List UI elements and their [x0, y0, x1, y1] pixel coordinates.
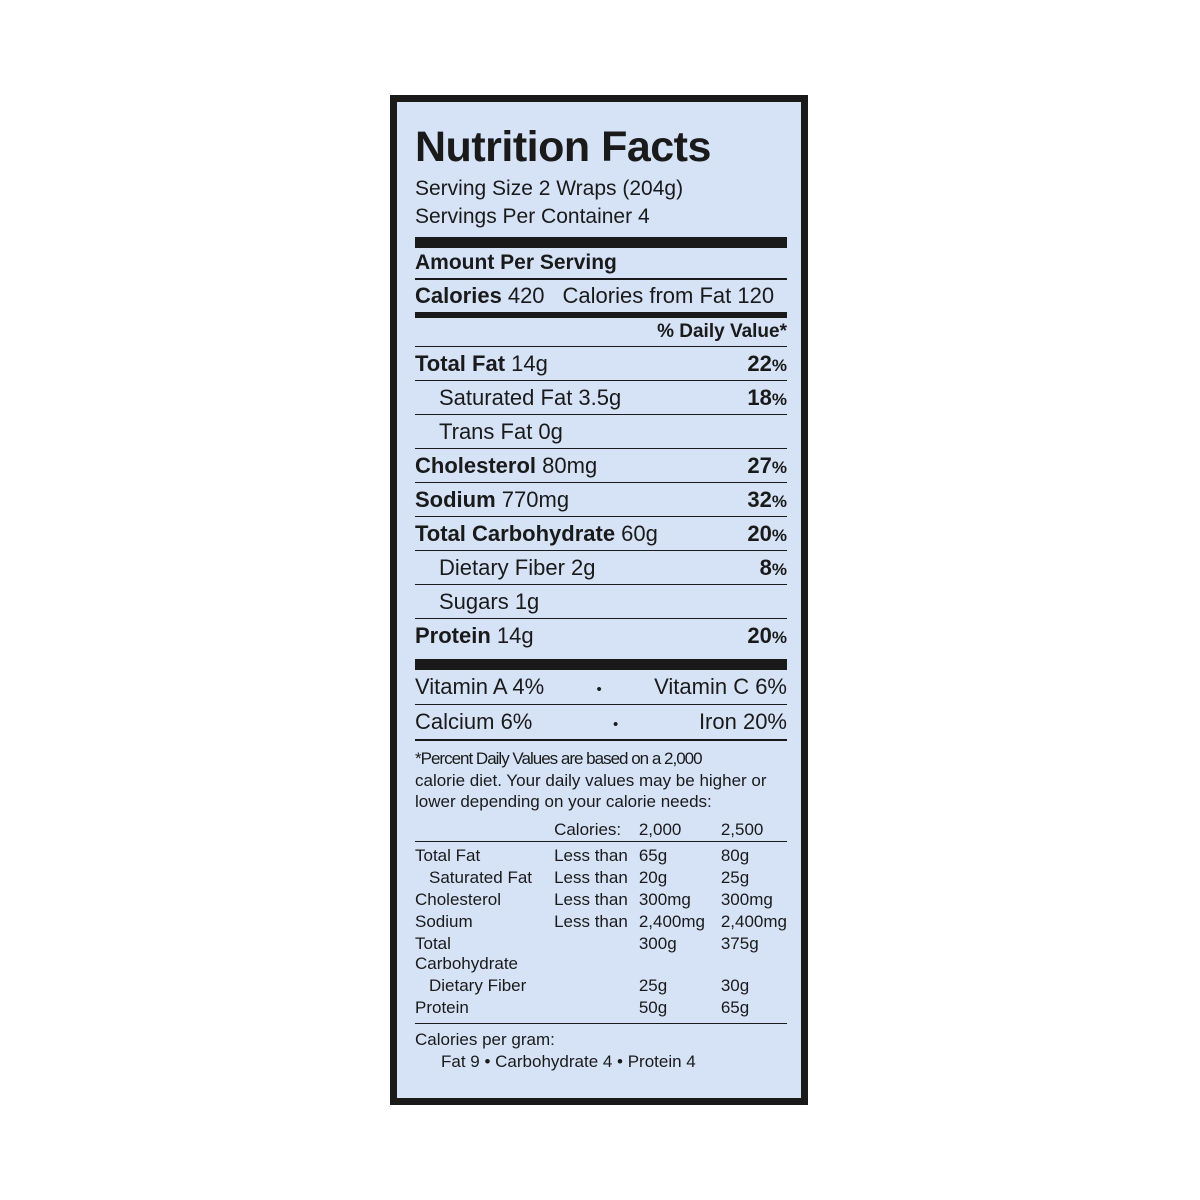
dv-table-row	[415, 997, 787, 1019]
nutrient-name-amount: Total Carbohydrate 60g	[415, 521, 658, 547]
nutrient-row	[415, 415, 787, 448]
vitamin-right: Iron 20%	[698, 709, 787, 735]
dv-row-2000: 65g	[638, 845, 668, 865]
serving-size-text: Serving Size 2 Wraps (204g)	[415, 177, 684, 200]
nutrient-name-amount: Trans Fat 0g	[439, 419, 563, 445]
dv-table-row	[415, 911, 787, 933]
footnote-block	[415, 741, 787, 814]
calories-row	[415, 280, 787, 312]
calories-from-fat: Calories from Fat 120	[562, 283, 775, 309]
nutrient-row	[415, 551, 787, 584]
dv-row-2000: 20g	[638, 867, 668, 887]
vitamin-right: Vitamin C 6%	[654, 674, 787, 700]
calories-per-gram-block	[415, 1024, 787, 1073]
dv-row-less-than: Less than	[554, 845, 628, 865]
dv-row-less-than	[554, 997, 639, 1019]
vitamin-list	[415, 670, 787, 739]
amount-per-serving-label: Amount Per Serving	[415, 251, 617, 275]
divider-thick-bottom	[415, 659, 787, 670]
dv-table-row	[415, 889, 787, 911]
divider-thick-top	[415, 237, 787, 248]
nutrient-name-amount: Cholesterol 80mg	[415, 453, 598, 479]
dv-row-2500: 25g	[720, 867, 750, 887]
dv-row-less-than: Less than	[554, 867, 628, 887]
nutrient-list	[415, 347, 787, 652]
nutrient-row	[415, 619, 787, 652]
daily-value-reference-table	[415, 819, 787, 1019]
nutrient-daily-value: 27%	[747, 453, 787, 479]
nutrient-row	[415, 483, 787, 516]
servings-per-container-text: Servings Per Container 4	[415, 204, 650, 228]
nutrient-daily-value: 20%	[747, 623, 787, 649]
dv-row-less-than: Less than	[554, 889, 628, 909]
footnote-line-1: *Percent Daily Values are based on a 2,000	[415, 749, 702, 769]
dv-row-2500: 65g	[720, 997, 750, 1017]
dv-header-2500: 2,500	[720, 819, 764, 839]
vitamin-left: Calcium 6%	[415, 709, 533, 735]
dv-row-2500: 2,400mg	[720, 911, 787, 931]
dv-row-less-than	[554, 975, 639, 997]
dv-row-2500: 375g	[720, 933, 759, 953]
dv-table-row	[415, 975, 787, 997]
nutrient-name-amount: Protein 14g	[415, 623, 534, 649]
nutrient-row	[415, 517, 787, 550]
dv-row-less-than: Less than	[554, 911, 628, 931]
dv-row-2000: 300mg	[638, 889, 691, 909]
dv-header-calories: Calories:	[554, 819, 622, 839]
nutrient-daily-value: 18%	[747, 385, 787, 411]
dv-header-blank	[415, 819, 554, 842]
vitamin-row	[415, 705, 787, 739]
dv-row-label: Total Carbohydrate	[415, 933, 519, 973]
footnote-line-3: lower depending on your calorie needs:	[415, 792, 712, 812]
nutrient-name-amount: Sodium 770mg	[415, 487, 570, 513]
nutrient-daily-value: 20%	[747, 521, 787, 547]
dv-row-2500: 30g	[720, 975, 750, 995]
dv-row-label: Dietary Fiber	[429, 975, 527, 995]
dv-row-label: Cholesterol	[415, 889, 501, 909]
nutrient-name-amount: Dietary Fiber 2g	[439, 555, 596, 581]
nutrient-name-amount: Total Fat 14g	[415, 351, 548, 377]
nutrient-row	[415, 347, 787, 380]
daily-value-header: % Daily Value*	[657, 321, 787, 343]
vitamin-separator-dot: •	[596, 681, 602, 699]
calories-per-gram-detail: Fat 9 • Carbohydrate 4 • Protein 4	[441, 1051, 696, 1071]
nutrient-daily-value: 32%	[747, 487, 787, 513]
nutrient-name-amount: Sugars 1g	[439, 589, 540, 615]
dv-row-2000: 25g	[638, 975, 668, 995]
vitamin-separator-dot: •	[613, 716, 619, 734]
dv-row-label: Protein	[415, 997, 469, 1017]
dv-row-label: Saturated Fat	[429, 867, 533, 887]
dv-row-label: Total Fat	[415, 845, 481, 865]
dv-table-header-row	[415, 819, 787, 842]
dv-row-2500: 80g	[720, 845, 750, 865]
dv-table-row	[415, 933, 787, 975]
dv-table-row	[415, 845, 787, 867]
calories-label: Calories	[415, 283, 502, 309]
dv-table-row	[415, 867, 787, 889]
nutrient-row	[415, 449, 787, 482]
dv-row-2500: 300mg	[720, 889, 773, 909]
nutrition-facts-panel	[390, 95, 808, 1105]
dv-row-label: Sodium	[415, 911, 473, 931]
nutrient-row	[415, 381, 787, 414]
vitamin-left: Vitamin A 4%	[415, 674, 545, 700]
vitamin-row	[415, 670, 787, 704]
dv-row-less-than	[554, 933, 639, 975]
calories-per-gram-title: Calories per gram:	[415, 1029, 555, 1049]
nutrient-name-amount: Saturated Fat 3.5g	[439, 385, 622, 411]
calories-value: 420	[507, 283, 545, 309]
nutrient-row	[415, 585, 787, 618]
dv-row-2000: 50g	[638, 997, 668, 1017]
nutrient-daily-value: 8%	[759, 555, 787, 581]
dv-row-2000: 300g	[638, 933, 677, 953]
footnote-line-2: calorie diet. Your daily values may be higher or	[415, 770, 767, 790]
dv-row-2000: 2,400mg	[638, 911, 706, 931]
page-title: Nutrition Facts	[415, 123, 711, 171]
dv-header-2000: 2,000	[638, 819, 682, 839]
nutrient-daily-value: 22%	[747, 351, 787, 377]
nutrition-facts-content	[415, 110, 787, 1092]
